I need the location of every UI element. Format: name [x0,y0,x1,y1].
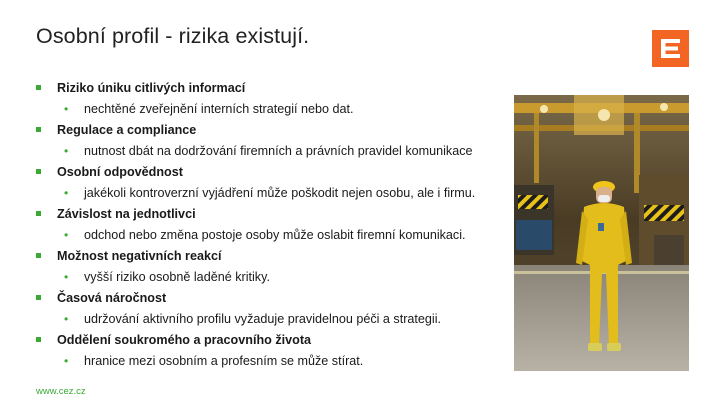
bullet-sub-text: hranice mezi osobním a profesním se může stírat. [84,354,364,368]
bullet-sub [36,101,516,122]
bullet-sub-text: jakékoli kontroverzní vyjádření může poškodit nejen osobu, ale i firmu. [84,186,476,200]
bullet-item [36,290,516,332]
bullet-item [36,206,516,248]
bullet-heading [36,290,516,311]
bullet-heading-text: Osobní odpovědnost [57,165,183,179]
bullet-item [36,332,516,374]
square-bullet-icon [36,295,41,300]
bullet-heading [36,80,516,101]
bullet-sub-text: nutnost dbát na dodržování firemních a právních pravidel komunikace [84,144,473,158]
dot-bullet-icon: • [64,354,69,368]
dot-bullet-icon: • [64,144,69,158]
bullet-sub [36,185,516,206]
bullet-sub-text: odchod nebo změna postoje osoby může oslabit firemní komunikaci. [84,228,466,242]
bullet-item [36,122,516,164]
bullet-item [36,248,516,290]
bullet-sub-text: vyšší riziko osobně laděné kritiky. [84,270,270,284]
dot-bullet-icon: • [64,186,69,200]
bullet-list [36,80,516,374]
square-bullet-icon [36,127,41,132]
bullet-heading-text: Oddělení soukromého a pracovního života [57,333,312,347]
bullet-heading-text: Možnost negativních reakcí [57,249,222,263]
bullet-heading-text: Závislost na jednotlivci [57,207,196,221]
square-bullet-icon [36,211,41,216]
dot-bullet-icon: • [64,270,69,284]
bullet-heading [36,206,516,227]
square-bullet-icon [36,337,41,342]
cez-logo [652,30,689,67]
bullet-item [36,164,516,206]
bullet-heading [36,122,516,143]
bullet-heading [36,164,516,185]
bullet-heading [36,332,516,353]
dot-bullet-icon: • [64,102,69,116]
bullet-sub [36,269,516,290]
bullet-sub-text: udržování aktivního profilu vyžaduje pravidelnou péči a strategii. [84,312,442,326]
bullet-sub [36,143,516,164]
square-bullet-icon [36,169,41,174]
bullet-heading-text: Časová náročnost [57,291,167,305]
bullet-heading [36,248,516,269]
bullet-sub [36,227,516,248]
square-bullet-icon [36,253,41,258]
square-bullet-icon [36,85,41,90]
bullet-sub [36,311,516,332]
worker-photo [514,95,689,371]
slide-title: Osobní profil - rizika existují. [36,24,310,48]
footer-url[interactable]: www.cez.cz [36,386,86,397]
bullet-sub-text: nechtěné zveřejnění interních strategií nebo dat. [84,102,354,116]
dot-bullet-icon: • [64,312,69,326]
bullet-sub [36,353,516,374]
bullet-heading-text: Riziko úniku citlivých informací [57,81,246,95]
bullet-heading-text: Regulace a compliance [57,123,197,137]
dot-bullet-icon: • [64,228,69,242]
bullet-item [36,80,516,122]
